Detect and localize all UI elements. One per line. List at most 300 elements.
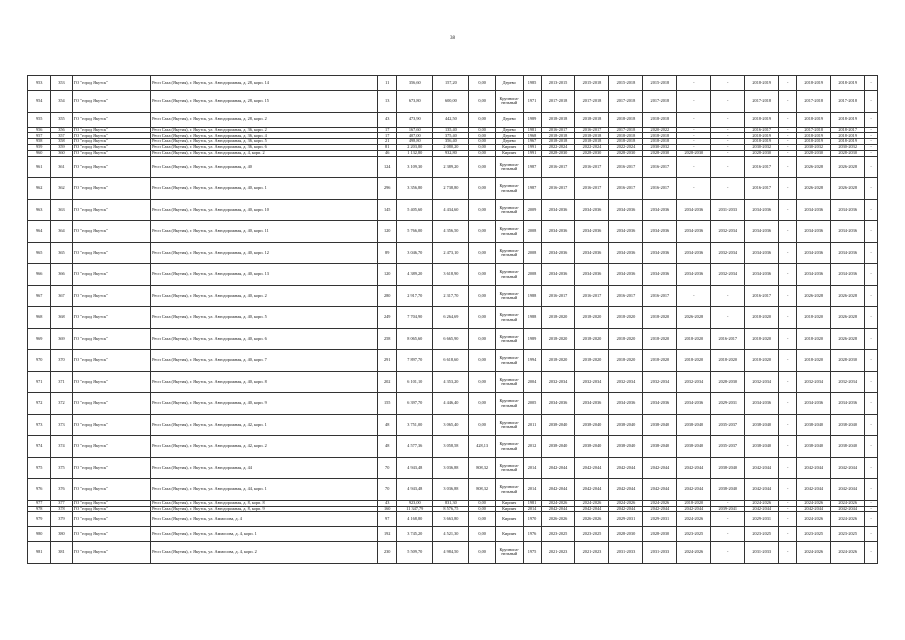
table-row xyxy=(28,371,878,393)
cell-p2: 2018-2018 xyxy=(575,133,609,139)
cell-p9: 2018-2020 xyxy=(797,328,831,350)
cell-p10: 2038-2040 xyxy=(831,414,865,436)
cell-p1: 2016-2017 xyxy=(541,285,575,307)
cell-p8: - xyxy=(779,199,797,221)
cell-p4: 2015-2018 xyxy=(643,76,677,91)
cell-owner: ГО "город Якутск" xyxy=(72,139,151,145)
cell-mat: Крупнопа-нельный xyxy=(495,285,523,307)
cell-f: 145 xyxy=(378,199,397,221)
cell-owner: ГО "город Якутск" xyxy=(72,371,151,393)
cell-p8: - xyxy=(779,527,797,542)
cell-area: 2 917,70 xyxy=(397,285,433,307)
cell-area: 4 943,48 xyxy=(397,479,433,501)
cell-p8: - xyxy=(779,512,797,527)
cell-n: 962 xyxy=(28,178,51,200)
cell-id: 363 xyxy=(51,199,72,221)
cell-p1: 2034-2036 xyxy=(541,221,575,243)
cell-f: 192 xyxy=(378,527,397,542)
cell-p10: 2024-2026 xyxy=(831,512,865,527)
cell-n: 979 xyxy=(28,512,51,527)
cell-address: Респ Саха (Якутия), г. Якутск, ул. Аммосова, д. 4, корп. 2 xyxy=(151,542,378,564)
cell-f: 124 xyxy=(378,156,397,178)
cell-p11: - xyxy=(865,527,878,542)
cell-p8: - xyxy=(779,500,797,506)
cell-p2: 2021-2023 xyxy=(575,542,609,564)
cell-n: 978 xyxy=(28,506,51,512)
cell-p11: - xyxy=(865,506,878,512)
cell-area: 407,00 xyxy=(397,133,433,139)
cell-p2: 2018-2020 xyxy=(575,328,609,350)
cell-address: Респ Саха (Якутия), г. Якутск, ул. Автодорожная, д. 40, корп. 13 xyxy=(151,264,378,286)
cell-owner: ГО "город Якутск" xyxy=(72,527,151,542)
table-row xyxy=(28,542,878,564)
cell-year: 1988 xyxy=(523,307,541,329)
cell-p10: 2028-2030 xyxy=(831,151,865,157)
cell-id: 366 xyxy=(51,264,72,286)
cell-p1: 2034-2036 xyxy=(541,264,575,286)
cell-p8: - xyxy=(779,242,797,264)
cell-p6: - xyxy=(711,133,745,139)
cell-id: 376 xyxy=(51,479,72,501)
table-row xyxy=(28,156,878,178)
cell-year: 1988 xyxy=(523,285,541,307)
cell-owner: ГО "город Якутск" xyxy=(72,512,151,527)
cell-address: Респ Саха (Якутия), г. Якутск, ул. Автодорожная, д. 8, корп. 9 xyxy=(151,506,378,512)
cell-p9: 2034-2036 xyxy=(797,221,831,243)
cell-f: 291 xyxy=(378,350,397,372)
cell-p6: 2016-2017 xyxy=(711,328,745,350)
cell-p9: 2018-2020 xyxy=(797,307,831,329)
cell-p10: 2042-2044 xyxy=(831,506,865,512)
cell-owner: ГО "город Якутск" xyxy=(72,542,151,564)
cell-p5: 2042-2044 xyxy=(677,506,711,512)
cell-area: 7 897,70 xyxy=(397,350,433,372)
cell-p4: 2017-2018 xyxy=(643,91,677,113)
cell-p11: - xyxy=(865,199,878,221)
cell-n: 959 xyxy=(28,145,51,151)
cell-p3: 2038-2040 xyxy=(609,414,643,436)
cell-p5: - xyxy=(677,285,711,307)
cell-p4: 2034-2036 xyxy=(643,264,677,286)
cell-owner: ГО "город Якутск" xyxy=(72,151,151,157)
cell-id: 360 xyxy=(51,151,72,157)
cell-p3: 2034-2036 xyxy=(609,393,643,415)
cell-p2: 2034-2036 xyxy=(575,199,609,221)
cell-address: Респ Саха (Якутия), г. Якутск, ул. Аммосова, д. 4 xyxy=(151,512,378,527)
cell-p2: 2018-2018 xyxy=(575,112,609,127)
cell-p1: 2016-2017 xyxy=(541,127,575,133)
cell-p7: 2038-2040 xyxy=(745,436,779,458)
cell-n: 953 xyxy=(28,76,51,91)
cell-p4: 2031-2033 xyxy=(643,542,677,564)
cell-p1: 2034-2036 xyxy=(541,393,575,415)
cell-owner: ГО "город Якутск" xyxy=(72,307,151,329)
cell-p6: 2035-2037 xyxy=(711,414,745,436)
cell-id: 379 xyxy=(51,512,72,527)
cell-p6: - xyxy=(711,127,745,133)
cell-p8: - xyxy=(779,542,797,564)
cell-owner: ГО "город Якутск" xyxy=(72,506,151,512)
cell-p6: 2032-2034 xyxy=(711,221,745,243)
cell-p5: 2034-2036 xyxy=(677,221,711,243)
cell-id: 381 xyxy=(51,542,72,564)
cell-n: 967 xyxy=(28,285,51,307)
cell-p7: 2016-2017 xyxy=(745,156,779,178)
cell-area2: 135,40 xyxy=(433,127,469,133)
cell-p11: - xyxy=(865,328,878,350)
cell-p8: - xyxy=(779,221,797,243)
cell-p10: 2034-2036 xyxy=(831,199,865,221)
cell-z: 0,00 xyxy=(469,151,496,157)
cell-id: 361 xyxy=(51,156,72,178)
table-row xyxy=(28,285,878,307)
cell-p10: 2026-2028 xyxy=(831,156,865,178)
cell-owner: ГО "город Якутск" xyxy=(72,199,151,221)
cell-z: 0,00 xyxy=(469,393,496,415)
cell-id: 374 xyxy=(51,436,72,458)
cell-p5: 2034-2036 xyxy=(677,393,711,415)
cell-p7: 2024-2026 xyxy=(745,500,779,506)
cell-p11: - xyxy=(865,139,878,145)
cell-area2: 2 317,70 xyxy=(433,285,469,307)
cell-p4: 2016-2017 xyxy=(643,178,677,200)
cell-area2: 356,40 xyxy=(433,139,469,145)
cell-area2: 157,20 xyxy=(433,76,469,91)
cell-p6: - xyxy=(711,285,745,307)
cell-p9: 2026-2028 xyxy=(797,178,831,200)
cell-area2: 2 738,80 xyxy=(433,178,469,200)
cell-p1: 2042-2044 xyxy=(541,457,575,479)
cell-p6: 2029-2031 xyxy=(711,393,745,415)
cell-area: 3 751,00 xyxy=(397,414,433,436)
cell-address: Респ Саха (Якутия), г. Якутск, ул. Автодорожная, д. 40, корп. 9 xyxy=(151,393,378,415)
cell-p2: 2042-2044 xyxy=(575,457,609,479)
cell-p1: 2017-2018 xyxy=(541,91,575,113)
cell-mat: Крупнопа-нельный xyxy=(495,91,523,113)
cell-p9: 2024-2026 xyxy=(797,512,831,527)
cell-n: 976 xyxy=(28,479,51,501)
cell-p4: 2024-2026 xyxy=(643,500,677,506)
cell-p5: 2018-2020 xyxy=(677,328,711,350)
cell-p8: - xyxy=(779,151,797,157)
cell-mat: Крупнопа-нельный xyxy=(495,457,523,479)
cell-area: 3 109,30 xyxy=(397,156,433,178)
cell-p4: 2042-2044 xyxy=(643,479,677,501)
cell-id: 357 xyxy=(51,133,72,139)
cell-owner: ГО "город Якутск" xyxy=(72,285,151,307)
cell-address: Респ Саха (Якутия), г. Якутск, ул. Автодорожная, д. 40, корп. 6 xyxy=(151,328,378,350)
cell-p11: - xyxy=(865,91,878,113)
cell-p1: 2018-2018 xyxy=(541,112,575,127)
cell-f: 120 xyxy=(378,221,397,243)
cell-owner: ГО "город Якутск" xyxy=(72,91,151,113)
cell-p10: 2018-2019 xyxy=(831,76,865,91)
cell-address: Респ Саха (Якутия), г. Якутск, ул. Автодорожная, д. 8, корп. 8 xyxy=(151,500,378,506)
table-row xyxy=(28,414,878,436)
cell-area2: 6 264,69 xyxy=(433,307,469,329)
cell-p2: 2016-2017 xyxy=(575,178,609,200)
cell-p2: 2015-2018 xyxy=(575,76,609,91)
cell-p5: - xyxy=(677,178,711,200)
cell-mat: Крупнопа-нельный xyxy=(495,156,523,178)
cell-p4: 2030-2032 xyxy=(643,145,677,151)
cell-area2: 4 434,60 xyxy=(433,199,469,221)
cell-p8: - xyxy=(779,112,797,127)
cell-p10: 2030-2032 xyxy=(831,145,865,151)
cell-area2: 2 389,20 xyxy=(433,156,469,178)
cell-f: 17 xyxy=(378,133,397,139)
cell-p1: 2018-2018 xyxy=(541,139,575,145)
cell-address: Респ Саха (Якутия), г. Якутск, ул. Автодорожная, д. 42, корп. 2 xyxy=(151,436,378,458)
cell-address: Респ Саха (Якутия), г. Якутск, ул. Автодорожная, д. 44 xyxy=(151,457,378,479)
cell-p1: 2018-2018 xyxy=(541,133,575,139)
cell-area: 6 397,70 xyxy=(397,393,433,415)
cell-mat: Крупнопа-нельный xyxy=(495,328,523,350)
cell-p7: 2034-2036 xyxy=(745,199,779,221)
cell-p7: 2032-2034 xyxy=(745,371,779,393)
cell-n: 957 xyxy=(28,133,51,139)
cell-p7: 2018-2020 xyxy=(745,307,779,329)
cell-p1: 2042-2044 xyxy=(541,506,575,512)
cell-p4: 2029-2031 xyxy=(643,512,677,527)
cell-p11: - xyxy=(865,479,878,501)
cell-p7: 2028-2030 xyxy=(745,151,779,157)
cell-n: 975 xyxy=(28,457,51,479)
cell-area: 3 745,20 xyxy=(397,527,433,542)
cell-area: 4 168,80 xyxy=(397,512,433,527)
cell-id: 370 xyxy=(51,350,72,372)
cell-p11: - xyxy=(865,151,878,157)
cell-p11: - xyxy=(865,500,878,506)
cell-area: 498,80 xyxy=(397,139,433,145)
cell-p4: 2016-2017 xyxy=(643,285,677,307)
table-row xyxy=(28,457,878,479)
cell-p9: 2017-2018 xyxy=(797,91,831,113)
cell-f: 43 xyxy=(378,500,397,506)
cell-f: 43 xyxy=(378,112,397,127)
cell-address: Респ Саха (Якутия), г. Якутск, ул. Автодорожная, д. 28, корп. 2 xyxy=(151,112,378,127)
cell-area2: 3 618,90 xyxy=(433,264,469,286)
cell-z: 0,00 xyxy=(469,371,496,393)
cell-p7: 2017-2018 xyxy=(745,91,779,113)
cell-n: 968 xyxy=(28,307,51,329)
cell-p5: 2023-2025 xyxy=(677,527,711,542)
cell-year: 2012 xyxy=(523,436,541,458)
cell-n: 961 xyxy=(28,156,51,178)
cell-mat: Крупнопа-нельный xyxy=(495,371,523,393)
cell-p9: 2042-2044 xyxy=(797,479,831,501)
cell-p7: 2018-2019 xyxy=(745,76,779,91)
cell-p2: 2042-2044 xyxy=(575,506,609,512)
cell-p3: 2028-2030 xyxy=(609,151,643,157)
cell-owner: ГО "город Якутск" xyxy=(72,145,151,151)
cell-year: 2014 xyxy=(523,506,541,512)
cell-z: 0,00 xyxy=(469,512,496,527)
cell-owner: ГО "город Якутск" xyxy=(72,328,151,350)
cell-address: Респ Саха (Якутия), г. Якутск, ул. Автодорожная, д. 40 xyxy=(151,156,378,178)
cell-p7: 2034-2036 xyxy=(745,264,779,286)
cell-f: 17 xyxy=(378,127,397,133)
cell-p9: 2018-2019 xyxy=(797,112,831,127)
cell-owner: ГО "город Якутск" xyxy=(72,133,151,139)
cell-p10: 2034-2036 xyxy=(831,393,865,415)
cell-p8: - xyxy=(779,307,797,329)
cell-p9: 2024-2026 xyxy=(797,500,831,506)
cell-p1: 2016-2017 xyxy=(541,156,575,178)
cell-p4: 2034-2036 xyxy=(643,393,677,415)
cell-mat: Кирпич xyxy=(495,151,523,157)
table-row xyxy=(28,479,878,501)
cell-p3: 2018-2018 xyxy=(609,133,643,139)
cell-p1: 2028-2030 xyxy=(541,151,575,157)
cell-f: 70 xyxy=(378,457,397,479)
table-row xyxy=(28,328,878,350)
cell-p11: - xyxy=(865,145,878,151)
cell-p6: 2032-2034 xyxy=(711,264,745,286)
cell-z: 0,00 xyxy=(469,264,496,286)
cell-p1: 2038-2040 xyxy=(541,436,575,458)
cell-p8: - xyxy=(779,127,797,133)
cell-n: 971 xyxy=(28,371,51,393)
cell-z: 0,00 xyxy=(469,127,496,133)
cell-p6: - xyxy=(711,91,745,113)
cell-p4: 2042-2044 xyxy=(643,457,677,479)
cell-z: 0,00 xyxy=(469,328,496,350)
cell-p9: 2038-2040 xyxy=(797,414,831,436)
cell-p8: - xyxy=(779,328,797,350)
cell-f: 120 xyxy=(378,264,397,286)
cell-p3: 2016-2017 xyxy=(609,178,643,200)
cell-area: 5 405,60 xyxy=(397,199,433,221)
cell-p3: 2031-2033 xyxy=(609,542,643,564)
cell-p6: - xyxy=(711,512,745,527)
cell-p10: 2026-2028 xyxy=(831,328,865,350)
cell-p11: - xyxy=(865,285,878,307)
cell-n: 958 xyxy=(28,139,51,145)
cell-f: 230 xyxy=(378,542,397,564)
cell-p1: 2021-2023 xyxy=(541,542,575,564)
cell-year: 1991 xyxy=(523,145,541,151)
cell-z: 0,00 xyxy=(469,139,496,145)
cell-f: 11 xyxy=(378,76,397,91)
cell-mat: Крупнопа-нельный xyxy=(495,178,523,200)
cell-area: 673,80 xyxy=(397,91,433,113)
cell-n: 960 xyxy=(28,151,51,157)
table-row xyxy=(28,307,878,329)
cell-area: 923,00 xyxy=(397,500,433,506)
cell-p4: 2016-2017 xyxy=(643,156,677,178)
cell-p11: - xyxy=(865,512,878,527)
cell-p7: 2038-2040 xyxy=(745,414,779,436)
cell-p1: 2026-2026 xyxy=(541,512,575,527)
cell-p8: - xyxy=(779,178,797,200)
cell-p4: 2018-2020 xyxy=(643,328,677,350)
cell-p11: - xyxy=(865,457,878,479)
table-row xyxy=(28,112,878,127)
table-row xyxy=(28,527,878,542)
cell-z: 0,00 xyxy=(469,156,496,178)
cell-z: 0,00 xyxy=(469,76,496,91)
cell-p7: 2030-2032 xyxy=(745,145,779,151)
cell-p2: 2034-2036 xyxy=(575,242,609,264)
cell-address: Респ Саха (Якутия), г. Якутск, ул. Автодорожная, д. 40, корп. 8 xyxy=(151,371,378,393)
cell-year: 1987 xyxy=(523,178,541,200)
cell-p11: - xyxy=(865,414,878,436)
cell-p11: - xyxy=(865,436,878,458)
cell-f: 258 xyxy=(378,328,397,350)
cell-p2: 2042-2044 xyxy=(575,479,609,501)
cell-p1: 2024-2026 xyxy=(541,500,575,506)
cell-p7: 2018-2019 xyxy=(745,133,779,139)
cell-area2: 3 058,58 xyxy=(433,436,469,458)
cell-area: 3 046,70 xyxy=(397,242,433,264)
cell-area: 1 132,80 xyxy=(397,151,433,157)
cell-p5: 2026-2028 xyxy=(677,307,711,329)
cell-p11: - xyxy=(865,371,878,393)
cell-z: 0,00 xyxy=(469,112,496,127)
cell-f: 81 xyxy=(378,145,397,151)
cell-f: 46 xyxy=(378,151,397,157)
cell-p6: - xyxy=(711,145,745,151)
cell-n: 964 xyxy=(28,221,51,243)
cell-id: 354 xyxy=(51,91,72,113)
cell-owner: ГО "город Якутск" xyxy=(72,457,151,479)
cell-year: 1981 xyxy=(523,127,541,133)
cell-p9: 2042-2044 xyxy=(797,457,831,479)
cell-area2: 442,50 xyxy=(433,112,469,127)
cell-address: Респ Саха (Якутия), г. Якутск, ул. Автодорожная, д. 4, корп. 2 xyxy=(151,151,378,157)
page-number: 38 xyxy=(450,36,455,41)
cell-n: 977 xyxy=(28,500,51,506)
cell-area: 2 203,80 xyxy=(397,145,433,151)
cell-address: Респ Саха (Якутия), г. Якутск, ул. Автодорожная, д. 40, корп. 2 xyxy=(151,285,378,307)
cell-p6: - xyxy=(711,178,745,200)
cell-p6: - xyxy=(711,151,745,157)
cell-p2: 2018-2020 xyxy=(575,350,609,372)
cell-p9: 2026-2028 xyxy=(797,285,831,307)
cell-p4: 2018-2018 xyxy=(643,112,677,127)
cell-p9: 2018-2020 xyxy=(797,350,831,372)
cell-p3: 2042-2044 xyxy=(609,479,643,501)
cell-p4: 2038-2040 xyxy=(643,414,677,436)
cell-p1: 2034-2036 xyxy=(541,199,575,221)
cell-owner: ГО "город Якутск" xyxy=(72,436,151,458)
cell-p9: 2034-2036 xyxy=(797,199,831,221)
cell-p1: 2032-2034 xyxy=(541,371,575,393)
cell-p7: 2016-2017 xyxy=(745,178,779,200)
cell-n: 956 xyxy=(28,127,51,133)
cell-p4: 2034-2036 xyxy=(643,221,677,243)
cell-owner: ГО "город Якутск" xyxy=(72,76,151,91)
table-row xyxy=(28,436,878,458)
cell-n: 973 xyxy=(28,414,51,436)
cell-id: 371 xyxy=(51,371,72,393)
cell-p1: 2023-2025 xyxy=(541,527,575,542)
cell-p10: 2042-2044 xyxy=(831,479,865,501)
cell-f: 202 xyxy=(378,371,397,393)
cell-p10: 2024-2026 xyxy=(831,542,865,564)
cell-mat: Кирпич xyxy=(495,506,523,512)
cell-p6: 2031-2033 xyxy=(711,199,745,221)
cell-mat: Кирпич xyxy=(495,145,523,151)
cell-id: 375 xyxy=(51,457,72,479)
cell-year: 1975 xyxy=(523,542,541,564)
housing-registry-table xyxy=(27,75,878,564)
cell-p3: 2017-2018 xyxy=(609,91,643,113)
cell-p8: - xyxy=(779,133,797,139)
cell-address: Респ Саха (Якутия), г. Якутск, ул. Автодорожная, д. 36, корп. 2 xyxy=(151,127,378,133)
cell-mat: Крупнопа-нельный xyxy=(495,307,523,329)
